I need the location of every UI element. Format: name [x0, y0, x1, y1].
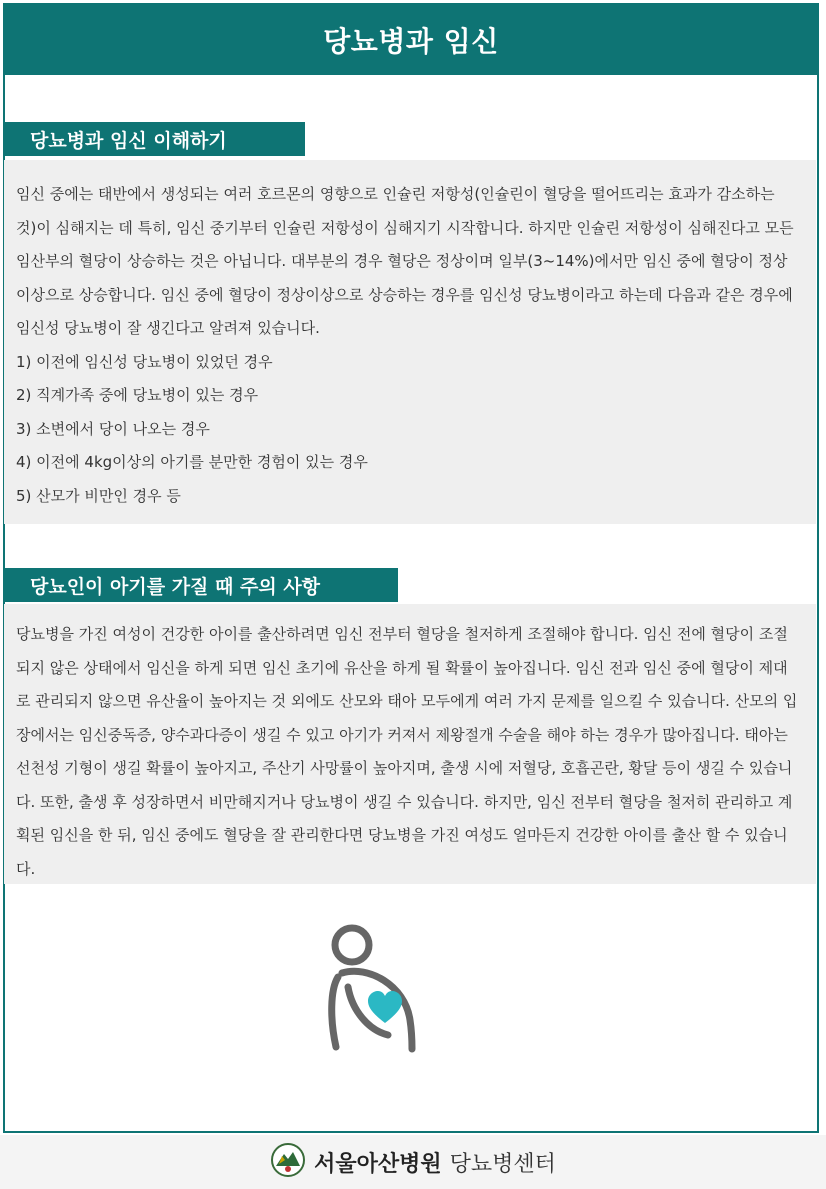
- footer-dept: 당뇨병센터: [449, 1151, 556, 1177]
- section2-paragraph: 당뇨병을 가진 여성이 건강한 아이를 출산하려면 임신 전부터 혈당을 철저하게 조절해야 합니다. 임신 전에 혈당이 조절되지 않은 상태에서 임신을 하게 되면 임신 초기에 유산을 하게 될 확률이 높아집니다. 임신 전과 임신 중에 혈당이 제대로 관리되지 않으면 유산율이 높아지는 것 외에도 산모와 태아 모두에게 여러 가지 문제를 일으킬 수 있습니다. 산모의 입장에서는 임신중독증, 양수과다증이 생길 수 있고 아기가 커져서 제왕절개 수술을 해야 하는 경우가 많아집니다. 태아는 선천성 기형이 생길 확률이 높아지고, 주산기 사망률이 높아지며, 출생 시에 저혈당, 호흡곤란, 황달 등이 생길 수 있습니다. 또한, 출생 후 성장하면서 비만해지거나 당뇨병이 생길 수 있습니다. 하지만, 임신 전부터 혈당을 철저히 관리하고 계획된 임신을 한 뒤, 임신 중에도 혈당을 잘 관리한다면 당뇨병을 가진 여성도 얼마든지 건강한 아이를 출산 할 수 있습니다.: [16, 625, 798, 878]
- list-item: 5) 산모가 비만인 경우 등: [16, 486, 181, 505]
- list-item: 2) 직계가족 중에 당뇨병이 있는 경우: [16, 386, 259, 404]
- section2-heading: 당뇨인이 아기를 가질 때 주의 사항: [4, 568, 398, 602]
- list-item: 4) 이전에 4kg이상의 아기를 분만한 경험이 있는 경우: [16, 453, 368, 471]
- asan-foundation-logo-icon: [270, 1142, 306, 1182]
- footer: [0, 1135, 826, 1189]
- section1-heading: 당뇨병과 임신 이해하기: [4, 122, 305, 156]
- list-item: 3) 소변에서 당이 나오는 경우: [16, 419, 210, 438]
- pregnant-woman-heart-icon: [320, 915, 430, 1055]
- section1-box: [4, 160, 816, 524]
- section1-paragraph: 임신 중에는 태반에서 생성되는 여러 호르몬의 영향으로 인슐린 저항성(인슐린이 혈당을 떨어뜨리는 효과가 감소하는 것)이 심해지는 데 특히, 임신 중기부터 인슐린 저항성이 심해지기 시작합니다. 하지만 인슐린 저항성이 심해진다고 모든 임산부의 혈당이 상승하는 것은 아닙니다. 대부분의 경우 혈당은 정상이며 일부(3~14%)에서만 임신 중에 혈당이 정상 이상으로 상승합니다. 임신 중에 혈당이 정상이상으로 상승하는 경우를 임신성 당뇨병이라고 하는데 다음과 같은 경우에 임신성 당뇨병이 잘 생긴다고 알려져 있습니다.: [16, 185, 794, 337]
- page-title: 당뇨병과 임신: [5, 5, 817, 75]
- list-item: 1) 이전에 임신성 당뇨병이 있었던 경우: [16, 352, 273, 371]
- footer-org: 서울아산병원: [314, 1151, 442, 1177]
- section2-box: [4, 604, 816, 884]
